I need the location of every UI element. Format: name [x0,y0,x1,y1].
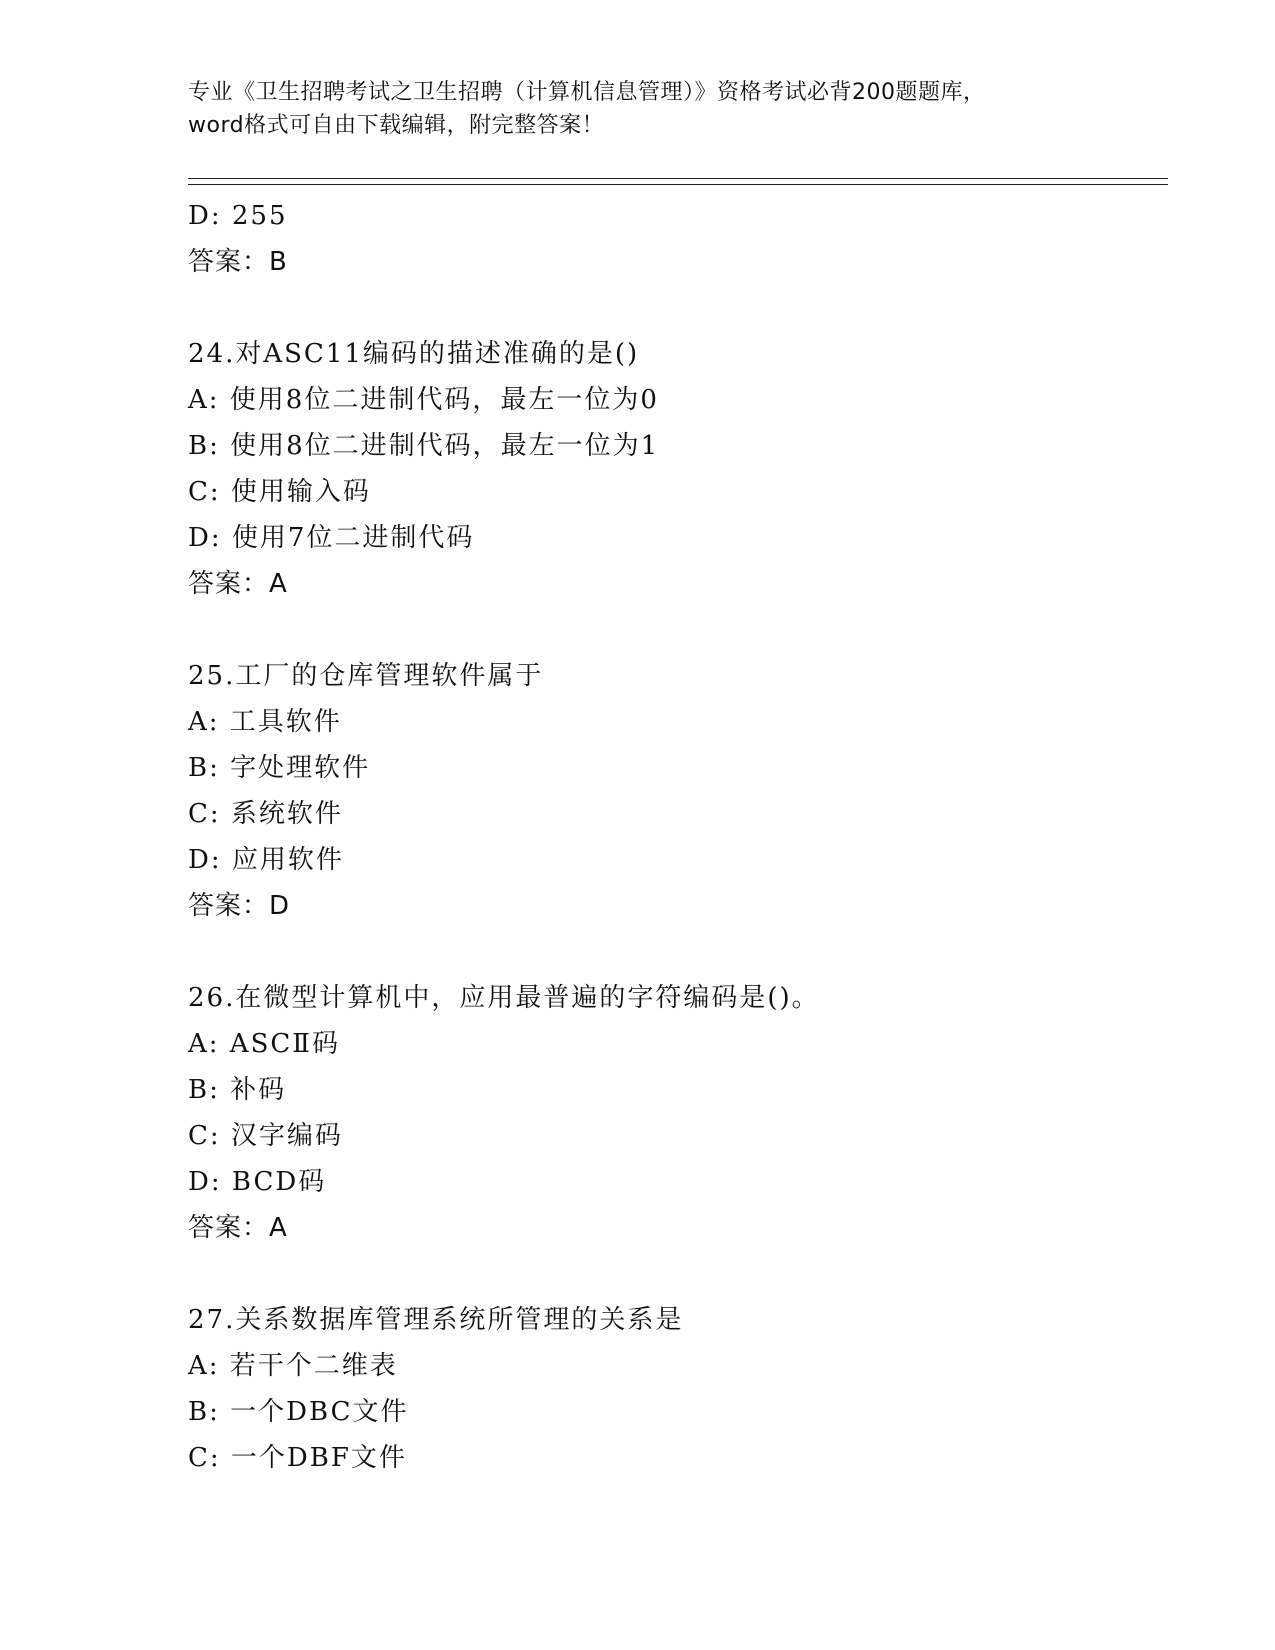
option-d: D: 使用7位二进制代码 [188,523,475,553]
option-b: B: 字处理软件 [188,753,371,783]
question-stem: 27.关系数据库管理系统所管理的关系是 [188,1305,684,1335]
question-26 [188,975,1168,1251]
question-stem: 24.对ASC11编码的描述准确的是() [188,339,640,369]
answer: 答案：D [188,891,291,921]
previous-option-d: D: 255 [188,201,288,231]
option-c: C: 一个DBF文件 [188,1443,407,1473]
document-header [188,76,1088,142]
answer: 答案：A [188,569,288,599]
header-divider-top [188,178,1168,179]
option-d: D: BCD码 [188,1167,327,1197]
option-b: B: 补码 [188,1075,287,1105]
option-a: A: 使用8位二进制代码，最左一位为0 [188,385,659,415]
question-25 [188,653,1168,929]
answer: 答案：A [188,1213,288,1243]
question-24 [188,331,1168,607]
question-list [188,193,1168,1481]
question-27 [188,1297,1168,1481]
question-stem: 25.工厂的仓库管理软件属于 [188,661,544,691]
option-a: A: 工具软件 [188,707,342,737]
option-c: C: 使用输入码 [188,477,371,507]
option-a: A: 若干个二维表 [188,1351,398,1381]
previous-answer: 答案：B [188,247,288,277]
question-stem: 26.在微型计算机中，应用最普遍的字符编码是()。 [188,983,820,1013]
option-d: D: 应用软件 [188,845,344,875]
header-title-line-1: 专业《卫生招聘考试之卫生招聘（计算机信息管理）》资格考试必背200题题库， [188,80,986,105]
header-divider-bottom [188,184,1168,185]
option-a: A: ASCⅡ码 [188,1029,340,1059]
option-c: C: 系统软件 [188,799,343,829]
option-b: B: 一个DBC文件 [188,1397,409,1427]
option-c: C: 汉字编码 [188,1121,343,1151]
header-title-line-2: word格式可自由下载编辑，附完整答案！ [188,113,605,138]
option-b: B: 使用8位二进制代码，最左一位为1 [188,431,660,461]
